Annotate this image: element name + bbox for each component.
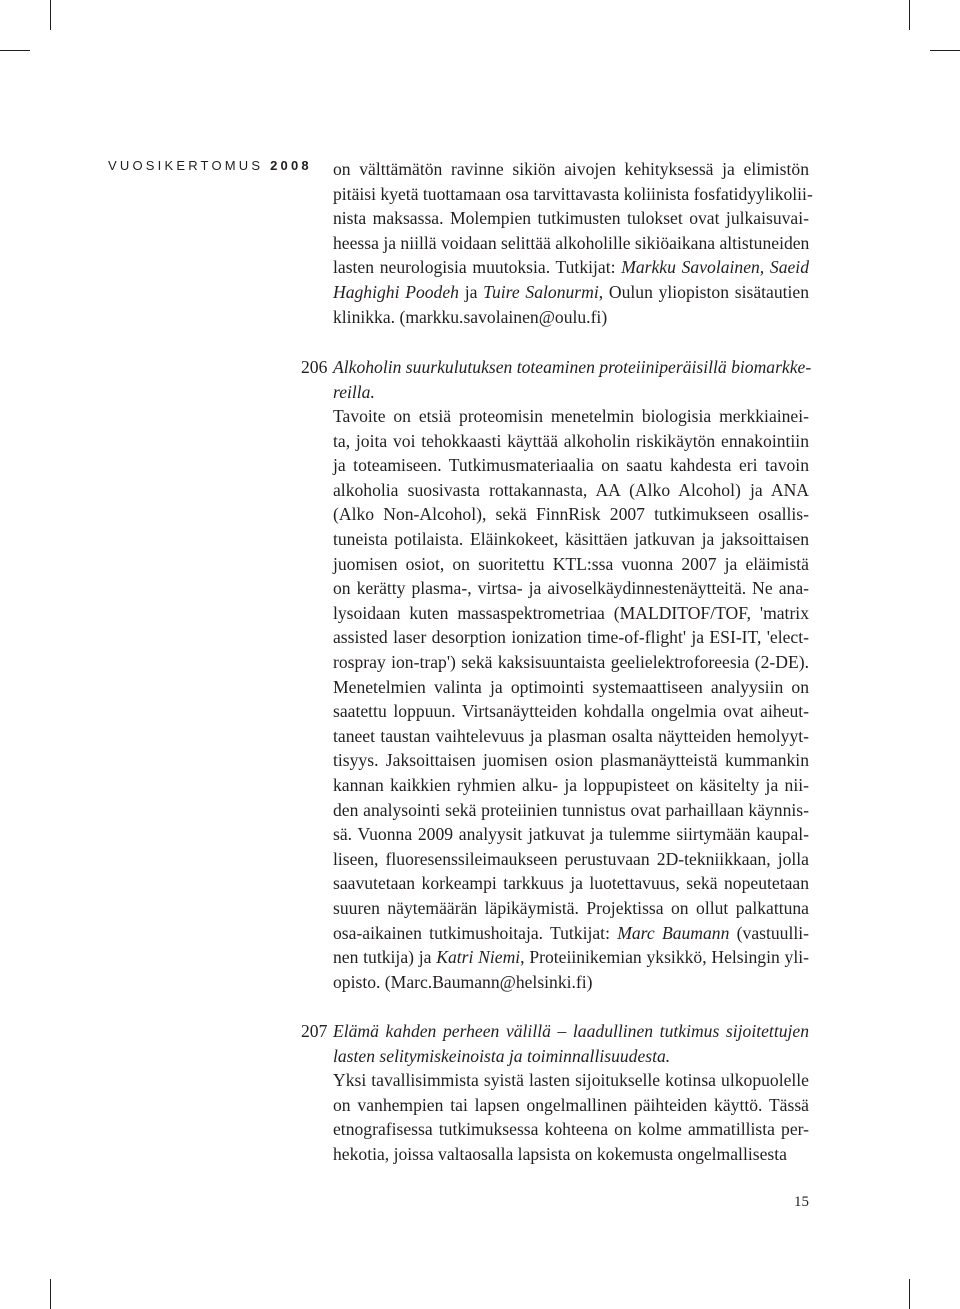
crop-mark-left-edge	[0, 50, 30, 51]
project-206-title: Alkoholin suurkulutuksen toteaminen proteiiniperäisillä biomarkke-	[333, 357, 812, 377]
project-206-number: 206	[301, 357, 328, 377]
project-206-body-line: opisto. (Marc.Baumann@helsinki.fi)	[333, 971, 593, 992]
project-207-body-line: Yksi tavallisimmista syistä lasten sijoitukselle kotinsa ulkopuolelle	[333, 1070, 809, 1090]
project-206-body-line: Tavoite on etsiä proteomisin menetelmin biologisia merkkiainei-	[333, 406, 809, 426]
intro-paragraph-line: pitäisi kyetä tuottamaan osa tarvittavasta koliinista fosfatidyylikolii-	[333, 183, 813, 204]
crop-mark-bottom-right	[909, 1279, 910, 1309]
researcher-name: Katri Niemi	[436, 947, 521, 968]
project-206-body-line: taneet taustan vaihtelevuus ja plasman osalta näytteiden hemolyyt-	[333, 725, 809, 746]
intro-paragraph-line: on välttämätön ravinne sikiön aivojen kehityksessä ja elimistön	[333, 159, 809, 179]
running-head	[108, 158, 312, 173]
crop-mark-top-left	[50, 0, 51, 30]
researcher-name: Tuire Salonurmi	[483, 282, 599, 302]
researcher-name: Markku Savolainen, Saeid	[621, 257, 809, 278]
researcher-name: Haghighi Poodeh	[333, 282, 459, 302]
crop-mark-right-edge	[930, 50, 960, 51]
project-206-body-line: tisyys. Jaksoittaisen juomisen osion plasmanäytteistä kummankin	[333, 750, 809, 771]
project-206-body-line: kannan kaikkien ryhmien alku- ja loppupisteet on käsitelty ja nii-	[333, 775, 809, 795]
project-206-body-line: ta, joita voi tehokkaasti käyttää alkoholin riskikäytön ennakointiin	[333, 430, 809, 451]
project-206-title: reilla.	[333, 381, 375, 402]
intro-paragraph-line: heessa ja niillä voidaan selittää alkoholille sikiöaikana altistuneiden	[333, 232, 810, 253]
page-number: 15	[794, 1194, 809, 1210]
intro-paragraph-line: nista maksassa. Molempien tutkimusten tulokset ovat julkaisuvai-	[333, 208, 809, 229]
project-206-body-line: ja toteamiseen. Tutkimusmateriaalia on saatu kahdesta eri tavoin	[333, 455, 809, 476]
crop-mark-bottom-left	[50, 1279, 51, 1309]
project-207-body-line: hekotia, joissa valtaosalla lapsista on kokemusta ongelmallisesta	[333, 1143, 787, 1164]
intro-paragraph-line: klinikka. (markku.savolainen@oulu.fi)	[333, 306, 608, 327]
running-head-year: 2008	[270, 158, 312, 173]
project-206-body-line: assisted laser desorption ionization time-of-flight' ja ESI-IT, 'elect-	[333, 627, 809, 648]
intro-paragraph-line: Haghighi Poodeh ja Tuire Salonurmi, Oulun yliopiston sisätautien	[333, 282, 810, 302]
project-206-body-line: osa-aikainen tutkimushoitaja. Tutkijat: Marc Baumann (vastuulli-	[333, 922, 809, 943]
running-head-text: VUOSIKERTOMUS	[108, 158, 264, 173]
researcher-name: Marc Baumann	[617, 922, 730, 943]
project-206-body-line: juomisen osiot, on suoritettu KTL:ssa vuonna 2007 ja eläimistä	[333, 553, 809, 574]
project-206-body-line: sä. Vuonna 2009 analyysit jatkuvat ja tulemme siirtymään kaupal-	[333, 824, 809, 845]
crop-mark-top-right	[909, 0, 910, 30]
project-206-body-line: nen tutkija) ja Katri Niemi, Proteiinikemian yksikkö, Helsingin yli-	[333, 947, 809, 968]
project-207-title: lasten selitymiskeinoista ja toiminnallisuudesta.	[333, 1045, 671, 1066]
project-206-body-line: Menetelmien valinta ja optimointi systemaattiseen analyysiin on	[333, 676, 809, 697]
project-206-body-line: tuneista potilaista. Eläinkokeet, käsittäen jatkuvan ja jaksoittaisen	[333, 529, 809, 549]
project-206-body-line: rospray ion-trap') sekä kaksisuuntaista geelielektroforeesia (2-DE).	[333, 652, 809, 672]
project-207-body-line: etnografisessa tutkimuksessa kohteena on kolme ammatillista per-	[333, 1119, 809, 1140]
project-207-title: Elämä kahden perheen välillä – laadullinen tutkimus sijoitettujen	[333, 1021, 809, 1041]
project-206-body-line: suuren näytemäärän läpikäymistä. Projektissa on ollut palkattuna	[333, 898, 809, 918]
project-206-body-line: lysoidaan kuten massaspektrometriaa (MALDITOF/TOF, 'matrix	[333, 602, 809, 623]
project-206-body-line: saavutetaan korkeampi tarkkuus ja luotettavuus, sekä nopeutetaan	[333, 873, 809, 894]
project-206-body-line: liseen, fluoresenssileimaukseen perustuvaan 2D-tekniikkaan, jolla	[333, 848, 809, 869]
project-206-body-line: saatettu loppuun. Virtsanäytteiden kohdalla ongelmia ovat aiheut-	[333, 701, 809, 722]
project-206-body-line: (Alko Non-Alcohol), sekä FinnRisk 2007 tutkimukseen osallis-	[333, 504, 809, 525]
project-206-body-line: on kerätty plasma-, virtsa- ja aivoselkäydinnestenäytteitä. Ne ana-	[333, 578, 809, 599]
project-206-body-line: alkoholia suosivasta rottakannasta, AA (Alko Alcohol) ja ANA	[333, 479, 809, 500]
project-207-number: 207	[301, 1021, 328, 1041]
project-207-body-line: on vanhempien tai lapsen ongelmallinen päihteiden käyttö. Tässä	[333, 1094, 809, 1115]
intro-paragraph-line: lasten neurologisia muutoksia. Tutkijat: Markku Savolainen, Saeid	[333, 257, 809, 278]
project-206-body-line: den analysointi sekä proteiinien tunnistus ovat parhaillaan käynnis-	[333, 799, 809, 820]
